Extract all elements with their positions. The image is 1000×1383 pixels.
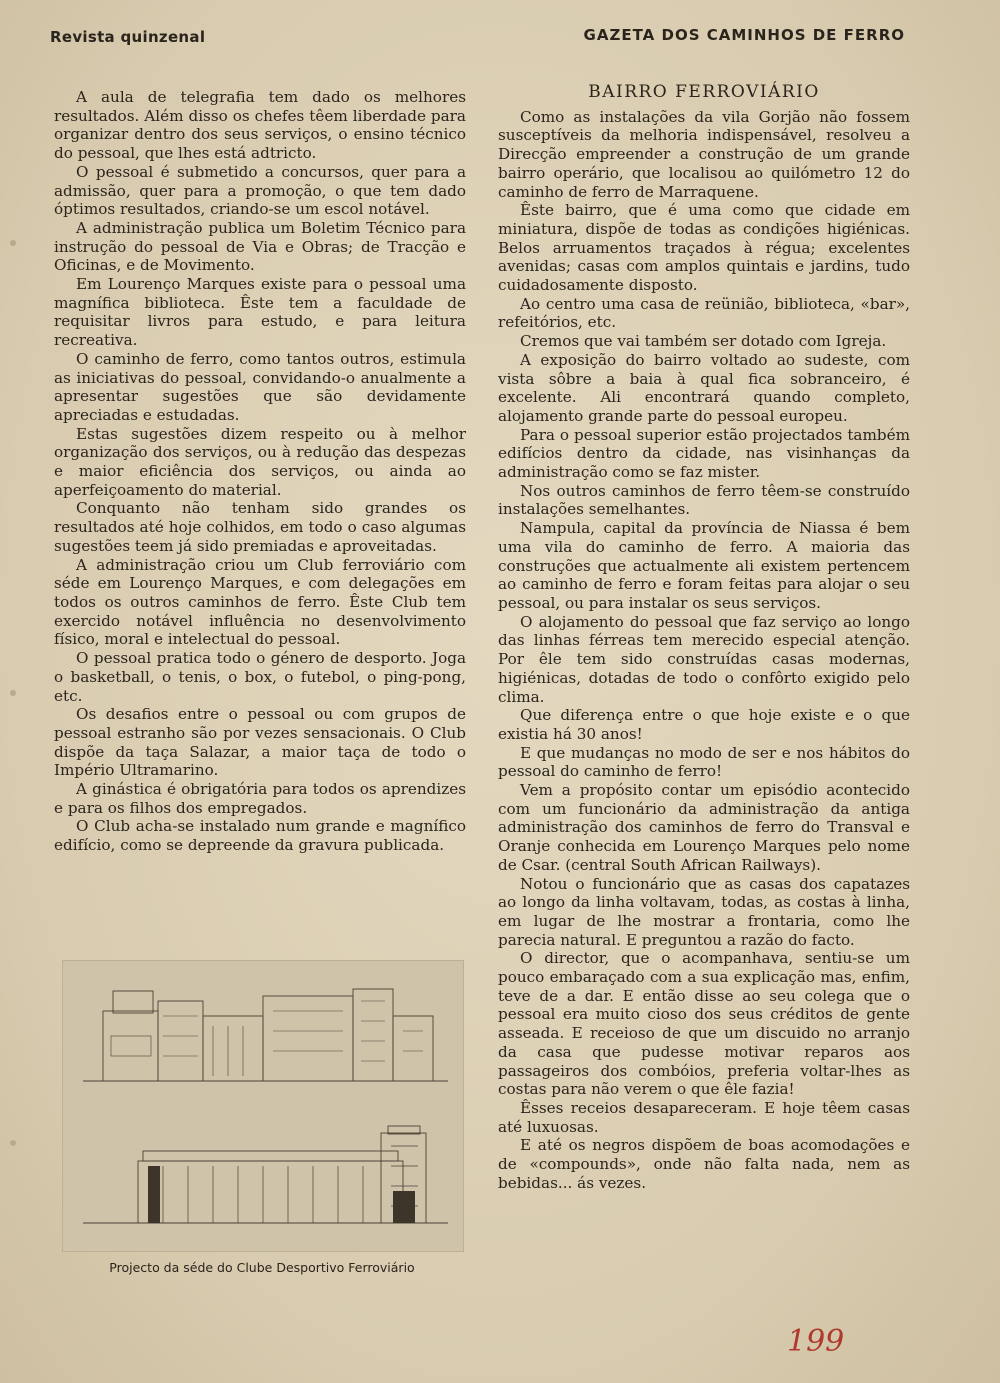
paragraph: O pessoal pratica todo o género de desporto. Joga o basketball, o tenis, o box, o futebol, o ping-pong, etc. (54, 649, 466, 705)
building-elevation-drawing (62, 960, 464, 1252)
paragraph: Os desafios entre o pessoal ou com grupos de pessoal estranho são por vezes sensacionais. O Club dispõe da taça Salazar, a maior taça de todo o Império Ultramarino. (54, 705, 466, 780)
paragraph: A administração publica um Boletim Técnico para instrução do pessoal de Via e Obras; de Tracção e Oficinas, e de Movimento. (54, 218, 466, 275)
running-header-left: Revista quinzenal (50, 28, 206, 46)
page-number: 199 (787, 1324, 845, 1359)
paragraph: Conquanto não tenham sido grandes os resultados até hoje colhidos, em todo o caso algumas sugestões teem já sido premiadas e aproveitadas. (54, 499, 466, 555)
paragraph: O alojamento do pessoal que faz serviço ao longo das linhas férreas tem merecido especial atenção. Por êle tem sido construídas casas modernas, higiénicas, dotadas de todo o confôrto exigido pelo clima. (498, 612, 910, 706)
paragraph: Êste bairro, que é uma como que cidade em miniatura, dispõe de todas as condições higiénicas. Belos arruamentos traçados à régua; excelentes avenidas; casas com amplos quintais e jardins, tudo cuidadosamente disposto. (498, 201, 910, 295)
paragraph: E até os negros dispõem de boas acomodações e de «compounds», onde não falta nada, nem as bebidas... ás vezes. (498, 1136, 910, 1192)
paragraph: Ao centro uma casa de reünião, biblioteca, «bar», refeitórios, etc. (498, 294, 910, 332)
paragraph: Para o pessoal superior estão projectados também edifícios dentro da cidade, nas visinhanças da administração como se faz mister. (498, 425, 910, 482)
binding-hole (10, 690, 16, 696)
paragraph: Notou o funcionário que as casas dos capatazes ao longo da linha voltavam, todas, as costas à linha, em lugar de lhe mostrar a frontaria, como lhe parecia natural. E preguntou a razão do facto. (498, 874, 910, 949)
paragraph: Cremos que vai também ser dotado com Igreja. (520, 332, 887, 351)
figure-caption: Projecto da séde do Clube Desportivo Ferroviário (109, 1260, 415, 1275)
paragraph: E que mudanças no modo de ser e nos hábitos do pessoal do caminho de ferro! (498, 743, 910, 781)
binding-hole (10, 240, 16, 246)
paragraph: O Club acha-se instalado num grande e magnífico edifício, como se depreende da gravura publicada. (54, 817, 466, 855)
paragraph: Nos outros caminhos de ferro têem-se construído instalações semelhantes. (498, 481, 910, 519)
paragraph: Que diferença entre o que hoje existe e o que existia há 30 anos! (498, 706, 910, 743)
paragraph: O director, que o acompanhava, sentiu-se um pouco embaraçado com a sua explicação mas, enfim, teve de a dar. E então disse ao seu colega que o pessoal era muito cioso dos seus créditos de gente asseada. E receioso de que um discuido no arranjo da casa que pudesse motivar reparos aos passageiros dos combóios, preferia voltar-lhes as costas para não verem o que êle fazia! (498, 949, 910, 1099)
paragraph: Êsses receios desapareceram. E hoje têem casas até luxuosas. (498, 1098, 910, 1136)
left-column (54, 88, 466, 855)
paragraph: Em Lourenço Marques existe para o pessoal uma magnífica biblioteca. Êste tem a faculdade de requisitar livros para estudo, e para leitura recreativa. (54, 275, 466, 350)
paragraph: A administração criou um Club ferroviário com séde em Lourenço Marques, e com delegações em todos os outros caminhos de ferro. Êste Club tem exercido notável influência no desenvolvimento físico, moral e intelectual do pessoal. (54, 555, 466, 649)
paragraph: A exposição do bairro voltado ao sudeste, com vista sôbre a baia à qual fica sobranceiro, é excelente. Ali encontrará quando completo, alojamento grande parte do pessoal europeu. (498, 350, 910, 425)
architectural-sketch (63, 961, 463, 1251)
paragraph: Vem a propósito contar um episódio acontecido com um funcionário da administração da antiga administração dos caminhos de ferro do Transval e Oranje conhecida em Lourenço Marques pelo nome de Csar. (central South African Railways). (498, 781, 910, 874)
paragraph: A aula de telegrafia tem dado os melhores resultados. Além disso os chefes têem liberdade para organizar dentro dos seus serviços, o ensino técnico do pessoal, que lhes está adtricto. (54, 88, 466, 163)
paragraph: O pessoal é submetido a concursos, quer para a admissão, quer para a promoção, o que tem dado óptimos resultados, criando-se um escol notável. (54, 162, 466, 219)
running-header-right: GAZETA DOS CAMINHOS DE FERRO (583, 26, 905, 44)
paragraph: Como as instalações da vila Gorjão não fossem susceptíveis da melhoria indispensável, resolveu a Direcção empreender a construção de um grande bairro operário, que localisou ao quilómetro 12 do caminho de ferro de Marraquene. (498, 107, 910, 201)
right-column (498, 83, 910, 1192)
paragraph: O caminho de ferro, como tantos outros, estimula as iniciativas do pessoal, convidando-o anualmente a apresentar sugestões que são devidamente apreciadas e estudadas. (54, 349, 466, 424)
section-title: BAIRRO FERROVIÁRIO (588, 82, 820, 102)
paragraph: Nampula, capital da província de Niassa é bem uma vila do caminho de ferro. A maioria das construções que actualmente ali existem pertencem ao caminho de ferro e foram feitas para alojar o seu pessoal, ou para instalar os seus serviços. (498, 519, 910, 612)
binding-hole (10, 1140, 16, 1146)
paragraph: A ginástica é obrigatória para todos os aprendizes e para os filhos dos empregados. (54, 780, 466, 817)
paragraph: Estas sugestões dizem respeito ou à melhor organização dos serviços, ou à redução das despezas e maior eficiência dos serviços, ou ainda ao aperfeiçoamento do material. (54, 424, 466, 499)
